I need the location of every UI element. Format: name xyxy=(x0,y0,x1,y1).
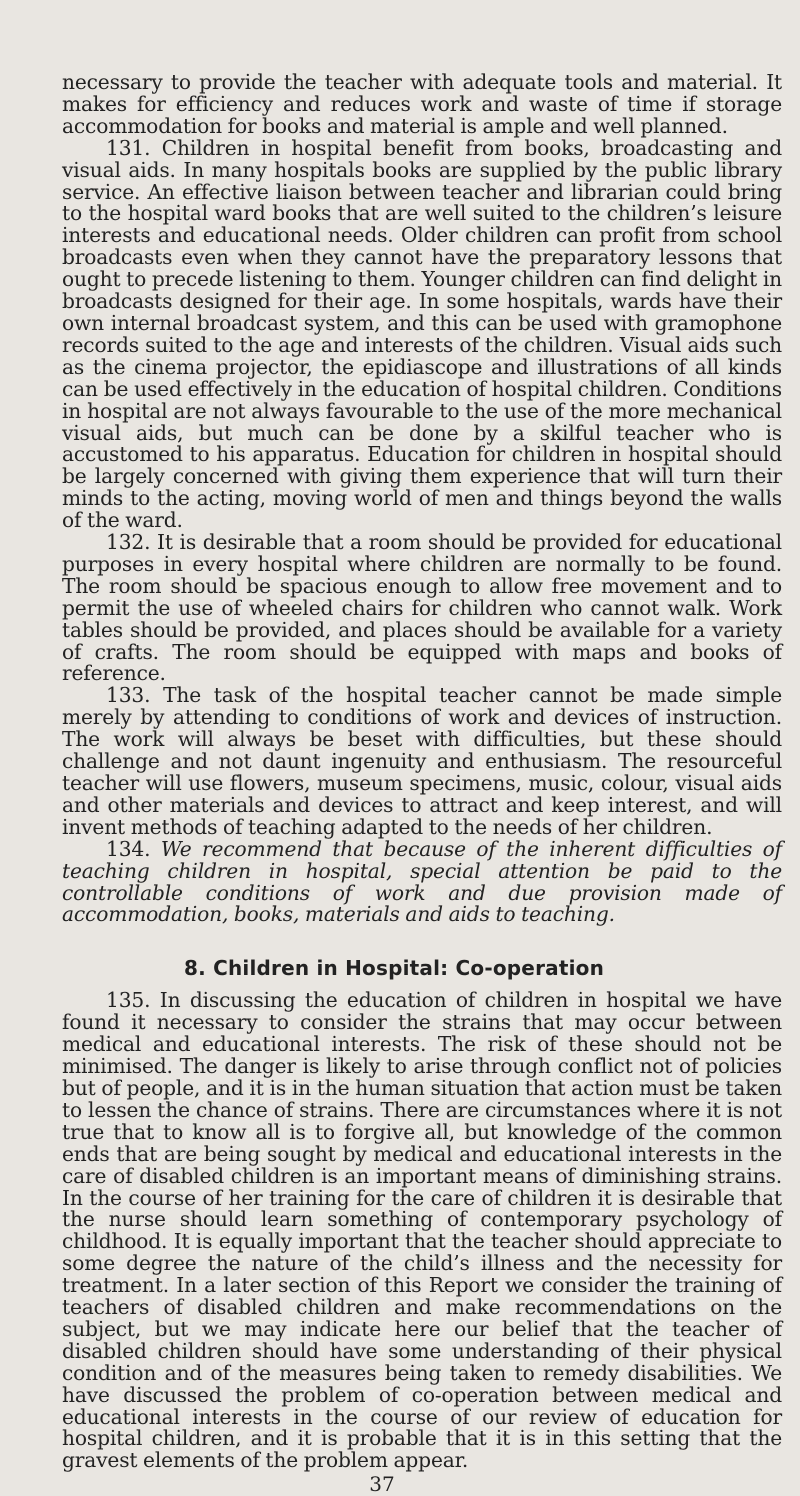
paragraph-131: 131. Children in hospital benefit from books, broadcasting and visual aids. In many hospitals books are supplied by the public library service. An effective liaison between teacher and librarian could bring to the hospital ward books that are well suited to the children’s leisure interests and educational needs. Older children can profit from school broadcasts even when they cannot have the preparatory lessons that ought to precede listening to them. Younger children can find delight in broadcasts designed for their age. In some hospitals, wards have their own internal broadcast system, and this can be used with gramophone records suited to the age and interests of the children. Visual aids such as the cinema projector, the epidiascope and illustrations of all kinds can be used effectively in the education of hospital children. Conditions in hospital are not always favourable to the use of the more mechanical visual aids, but much can be done by a skilful teacher who is accustomed to his apparatus. Education for children in hospital should be largely concerned with giving them experience that will turn their minds to the acting, moving world of men and things beyond the walls of the ward. xyxy=(62,135,782,533)
paragraph-132: 132. It is desirable that a room should be provided for educational purposes in every hospital where children are normally to be found. The room should be spacious enough to allow free movement and to permit the use of wheeled chairs for children who cannot walk. Work tables should be provided, and places should be available for a variety of crafts. The room should be equipped with maps and books of reference. xyxy=(62,530,782,686)
paragraph-continuation: necessary to provide the teacher with adequate tools and material. It makes for efficiency and reduces work and waste of time if storage accommodation for books and material is ample and well planned. xyxy=(62,70,782,138)
paragraph-134 xyxy=(62,836,783,927)
paragraph-134-text: We recommend that because of the inherent difficulties of teaching children in hospital, special attention be paid to the controllable conditions of work and due provision made of accommodation, books, materials and aids to teaching. xyxy=(62,836,783,927)
page-number: 37 xyxy=(369,1472,395,1496)
paragraph-133: 133. The task of the hospital teacher cannot be made simple merely by attending to conditions of work and devices of instruction. The work will always be beset with difficulties, but these should challenge and not daunt ingenuity and enthusiasm. The resourceful teacher will use flowers, museum specimens, music, colour, visual aids and other materials and devices to attract and keep interest, and will invent methods of teaching adapted to the needs of her children. xyxy=(62,683,782,839)
section-heading: 8. Children in Hospital: Co-operation xyxy=(184,956,605,981)
paragraph-135: 135. In discussing the education of children in hospital we have found it necessary to consider the strains that may occur between medical and educational interests. The risk of these should not be minimised. The danger is likely to arise through conflict not of policies but of people, and it is in the human situation that action must be taken to lessen the chance of strains. There are circumstances where it is not true that to know all is to forgive all, but knowledge of the common ends that are being sought by medical and educational interests in the care of disabled children is an important means of diminishing strains. In the course of her training for the care of children it is desirable that the nurse should learn something of contemporary psychology of childhood. It is equally important that the teacher should appreciate to some degree the nature of the child’s illness and the necessity for treatment. In a later section of this Report we consider the training of teachers of disabled children and make recommendations on the subject, but we may indicate here our belief that the teacher of disabled children should have some understanding of their physical condition and of the measures being taken to remedy disabilities. We have discussed the problem of co-operation between medical and educational interests in the course of our review of education for hospital children, and it is probable that it is in this setting that the gravest elements of the problem appear. xyxy=(62,988,782,1473)
paragraph-134-number: 134. xyxy=(106,836,151,861)
